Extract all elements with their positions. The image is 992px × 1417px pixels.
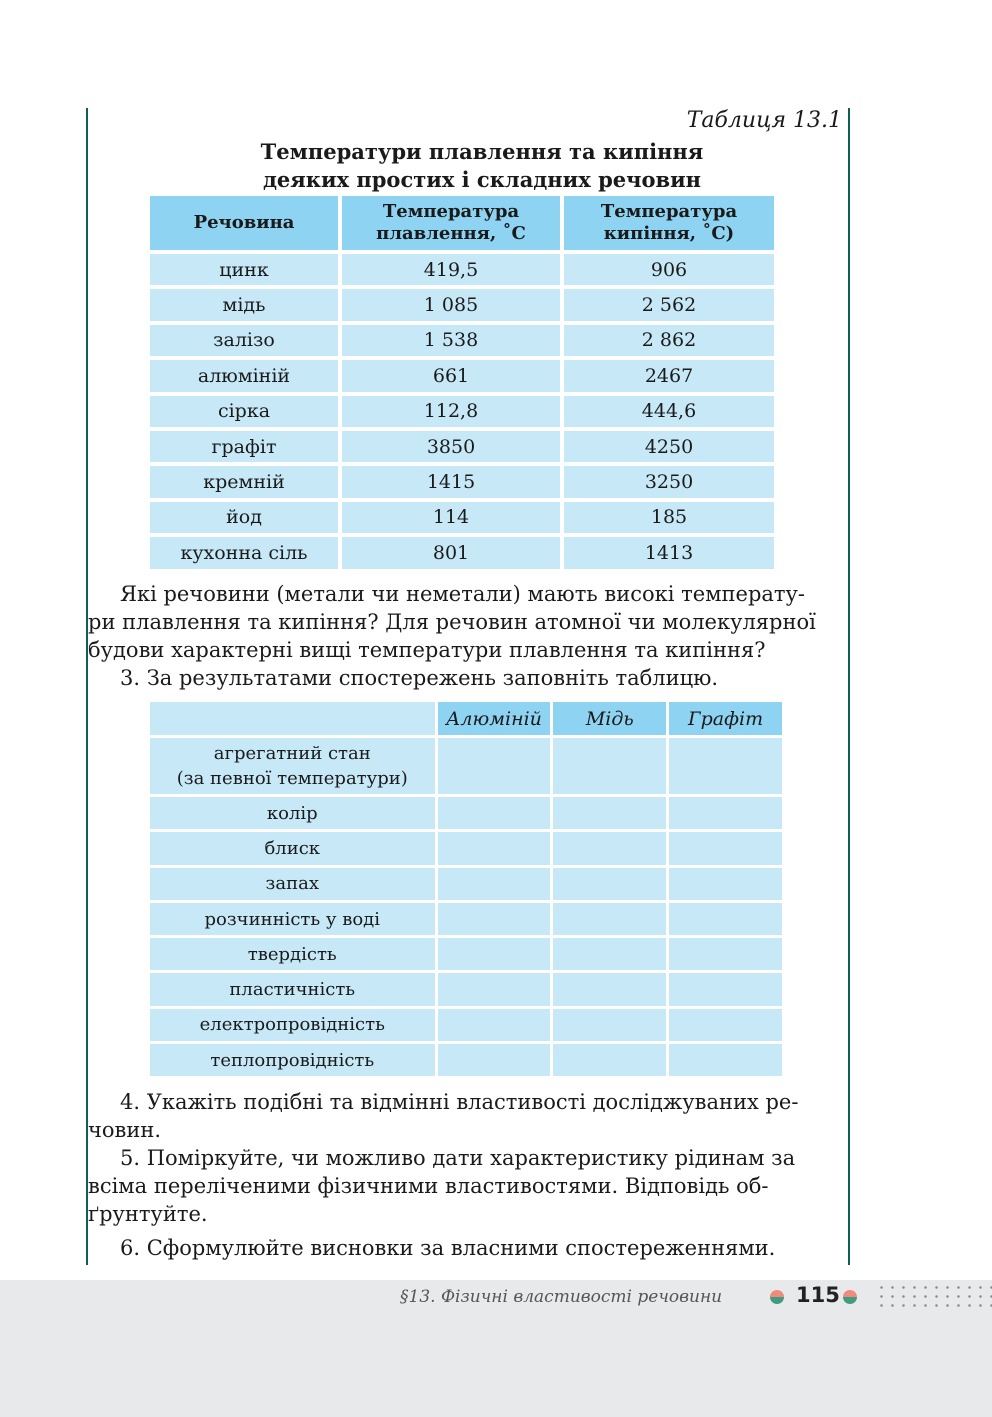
boiling-cell: 2467	[564, 360, 774, 391]
property-cell: пластичність	[150, 973, 435, 1005]
property-line: агрегатний стан	[213, 743, 371, 764]
melting-cell: 3850	[342, 431, 560, 462]
answer-cell[interactable]	[438, 797, 551, 829]
substance-cell: графіт	[150, 431, 338, 462]
melting-boiling-table	[146, 192, 778, 573]
table-row	[150, 832, 782, 864]
task-4-line: 4. Укажіть подібні та відмінні властивості досліджуваних ре-	[120, 1090, 799, 1114]
substance-cell: алюміній	[150, 360, 338, 391]
answer-cell[interactable]	[438, 832, 551, 864]
answer-cell[interactable]	[438, 1009, 551, 1041]
footer-section-title: §13. Фізичні властивості речовини	[400, 1287, 723, 1307]
table-row	[150, 289, 774, 320]
task-6: 6. Сформулюйте висновки за власними спостереженнями.	[120, 1236, 776, 1260]
answer-cell[interactable]	[669, 832, 782, 864]
answer-cell[interactable]	[669, 738, 782, 794]
table-number: Таблиця 13.1	[686, 108, 842, 133]
property-cell: теплопровідність	[150, 1044, 435, 1076]
answer-cell[interactable]	[438, 738, 551, 794]
table-row	[150, 360, 774, 391]
table-row	[150, 938, 782, 970]
property-line: (за певної температури)	[176, 768, 408, 789]
substance-cell: кухонна сіль	[150, 537, 338, 568]
header-melting-line2: плавлення, ˚С	[376, 223, 526, 244]
melting-cell: 419,5	[342, 254, 560, 285]
answer-cell[interactable]	[553, 1009, 666, 1041]
page-number: 115	[796, 1283, 840, 1307]
observation-table	[147, 699, 785, 1079]
boiling-cell: 2 562	[564, 289, 774, 320]
header-melting-line1: Температура	[382, 201, 520, 222]
melting-cell: 1 085	[342, 289, 560, 320]
paragraph-line: Які речовини (метали чи неметали) мають високі температу-	[120, 582, 805, 606]
melting-cell: 1 538	[342, 325, 560, 356]
answer-cell[interactable]	[669, 1044, 782, 1076]
answer-cell[interactable]	[438, 938, 551, 970]
table-row	[150, 396, 774, 427]
right-margin-rule	[848, 108, 850, 1265]
question-paragraph	[88, 580, 844, 692]
header-aluminium: Алюміній	[438, 702, 551, 735]
property-cell: запах	[150, 868, 435, 900]
paragraph-line: ри плавлення та кипіння? Для речовин атомної чи молекулярної	[88, 610, 816, 634]
decorative-dot-icon	[770, 1290, 784, 1304]
task-5-line: 5. Поміркуйте, чи можливо дати характеристику рідинам за	[120, 1146, 796, 1170]
table-row	[150, 537, 774, 568]
substance-cell: залізо	[150, 325, 338, 356]
answer-cell[interactable]	[553, 738, 666, 794]
property-cell: розчинність у воді	[150, 903, 435, 935]
boiling-cell: 906	[564, 254, 774, 285]
answer-cell[interactable]	[553, 797, 666, 829]
property-cell: твердість	[150, 938, 435, 970]
boiling-cell: 2 862	[564, 325, 774, 356]
substance-cell: мідь	[150, 289, 338, 320]
answer-cell[interactable]	[438, 903, 551, 935]
answer-cell[interactable]	[553, 1044, 666, 1076]
tasks-block	[88, 1088, 844, 1262]
task-3: 3. За результатами спостережень заповніть таблицю.	[120, 666, 719, 690]
answer-cell[interactable]	[669, 938, 782, 970]
property-cell	[150, 738, 435, 794]
answer-cell[interactable]	[553, 938, 666, 970]
header-melting	[342, 196, 560, 250]
boiling-cell: 185	[564, 502, 774, 533]
table-row	[150, 1009, 782, 1041]
answer-cell[interactable]	[553, 903, 666, 935]
melting-cell: 112,8	[342, 396, 560, 427]
header-substance: Речовина	[150, 196, 338, 250]
answer-cell[interactable]	[553, 973, 666, 1005]
property-cell: електропровідність	[150, 1009, 435, 1041]
table-row	[150, 254, 774, 285]
answer-cell[interactable]	[553, 832, 666, 864]
header-boiling	[564, 196, 774, 250]
answer-cell[interactable]	[438, 868, 551, 900]
table-row	[150, 325, 774, 356]
melting-cell: 1415	[342, 466, 560, 497]
table-row	[150, 973, 782, 1005]
task-5-line: всіма переліченими фізичними властивостями. Відповідь об-	[88, 1174, 769, 1198]
table-title-line: Температури плавлення та кипіння	[260, 139, 704, 164]
boiling-cell: 3250	[564, 466, 774, 497]
boiling-cell: 1413	[564, 537, 774, 568]
table-row	[150, 502, 774, 533]
answer-cell[interactable]	[669, 797, 782, 829]
answer-cell[interactable]	[438, 973, 551, 1005]
answer-cell[interactable]	[438, 1044, 551, 1076]
substance-cell: йод	[150, 502, 338, 533]
table-row	[150, 797, 782, 829]
substance-cell: цинк	[150, 254, 338, 285]
table-header-row	[150, 196, 774, 250]
header-copper: Мідь	[553, 702, 666, 735]
table-title	[200, 138, 764, 194]
paragraph-line: будови характерні вищі температури плавлення та кипіння?	[88, 638, 766, 662]
table-row	[150, 868, 782, 900]
header-boiling-line1: Температура	[600, 201, 738, 222]
table-row	[150, 738, 782, 794]
property-cell: колір	[150, 797, 435, 829]
table-header-row	[150, 702, 782, 735]
boiling-cell: 4250	[564, 431, 774, 462]
melting-cell: 661	[342, 360, 560, 391]
boiling-cell: 444,6	[564, 396, 774, 427]
table-row	[150, 1044, 782, 1076]
answer-cell[interactable]	[669, 1009, 782, 1041]
table-row	[150, 466, 774, 497]
table-title-line: деяких простих і складних речовин	[262, 167, 702, 192]
property-cell: блиск	[150, 832, 435, 864]
answer-cell[interactable]	[553, 868, 666, 900]
melting-cell: 801	[342, 537, 560, 568]
substance-cell: сірка	[150, 396, 338, 427]
task-5-line: ґрунтуйте.	[88, 1202, 208, 1226]
header-blank	[150, 702, 435, 735]
decorative-dot-icon	[843, 1290, 857, 1304]
answer-cell[interactable]	[669, 973, 782, 1005]
answer-cell[interactable]	[669, 903, 782, 935]
answer-cell[interactable]	[669, 868, 782, 900]
melting-cell: 114	[342, 502, 560, 533]
substance-cell: кремній	[150, 466, 338, 497]
table-row	[150, 903, 782, 935]
header-graphite: Графіт	[669, 702, 782, 735]
table-row	[150, 431, 774, 462]
header-boiling-line2: кипіння, ˚С)	[603, 223, 735, 244]
task-4-line: човин.	[88, 1118, 162, 1142]
dot-pattern-decoration	[876, 1283, 992, 1311]
